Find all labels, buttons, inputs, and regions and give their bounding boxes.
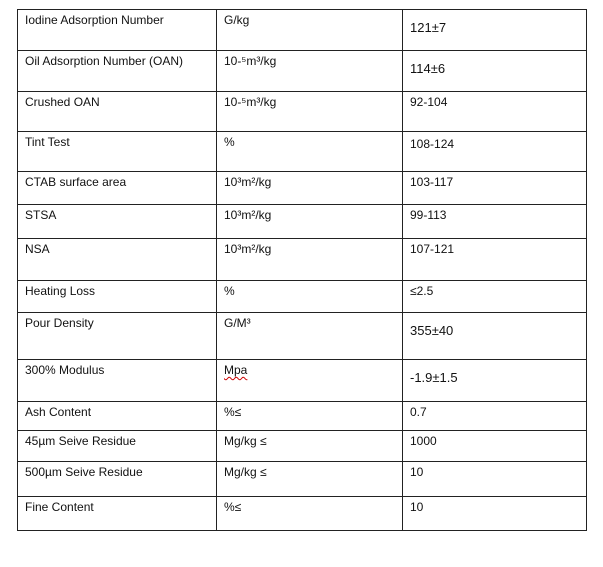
- property-cell: Iodine Adsorption Number: [18, 10, 217, 51]
- value-cell: 92-104: [403, 92, 587, 132]
- table-row: [18, 313, 587, 360]
- unit-cell: 10-⁵m³/kg: [217, 51, 403, 92]
- table-row: [18, 431, 587, 462]
- unit-cell: Mg/kg ≤: [217, 462, 403, 497]
- table-row: [18, 497, 587, 531]
- unit-cell: 10-⁵m³/kg: [217, 92, 403, 132]
- table-row: [18, 10, 587, 51]
- unit-cell: G/kg: [217, 10, 403, 51]
- table-row: [18, 281, 587, 313]
- value-cell: 1000: [403, 431, 587, 462]
- unit-cell: %: [217, 281, 403, 313]
- value-cell: 121±7: [403, 10, 587, 51]
- table-row: [18, 132, 587, 172]
- property-cell: Ash Content: [18, 402, 217, 431]
- unit-cell: G/M³: [217, 313, 403, 360]
- property-cell: Tint Test: [18, 132, 217, 172]
- property-cell: Heating Loss: [18, 281, 217, 313]
- value-cell: 355±40: [403, 313, 587, 360]
- property-cell: CTAB surface area: [18, 172, 217, 205]
- table-row: [18, 402, 587, 431]
- value-cell: ≤2.5: [403, 281, 587, 313]
- unit-cell: [217, 360, 403, 402]
- property-cell: 45µm Seive Residue: [18, 431, 217, 462]
- unit-cell: 10³m²/kg: [217, 205, 403, 239]
- property-cell: 300% Modulus: [18, 360, 217, 402]
- table-row: [18, 92, 587, 132]
- table-row: [18, 360, 587, 402]
- value-cell: 99-113: [403, 205, 587, 239]
- property-cell: NSA: [18, 239, 217, 281]
- table-row: [18, 205, 587, 239]
- unit-cell: 10³m²/kg: [217, 239, 403, 281]
- value-cell: -1.9±1.5: [403, 360, 587, 402]
- table-row: [18, 172, 587, 205]
- table-row: [18, 239, 587, 281]
- value-cell: 107-121: [403, 239, 587, 281]
- value-cell: 0.7: [403, 402, 587, 431]
- property-cell: Fine Content: [18, 497, 217, 531]
- value-cell: 114±6: [403, 51, 587, 92]
- property-cell: Oil Adsorption Number (OAN): [18, 51, 217, 92]
- value-cell: 10: [403, 462, 587, 497]
- property-cell: STSA: [18, 205, 217, 239]
- table-row: [18, 51, 587, 92]
- unit-cell: 10³m²/kg: [217, 172, 403, 205]
- property-cell: Crushed OAN: [18, 92, 217, 132]
- value-cell: 10: [403, 497, 587, 531]
- specification-table: [17, 9, 587, 531]
- table-row: [18, 462, 587, 497]
- unit-cell: %≤: [217, 497, 403, 531]
- unit-cell: Mg/kg ≤: [217, 431, 403, 462]
- value-cell: 103-117: [403, 172, 587, 205]
- unit-cell: %≤: [217, 402, 403, 431]
- unit-text: Mpa: [224, 363, 248, 377]
- value-cell: 108-124: [403, 132, 587, 172]
- unit-cell: %: [217, 132, 403, 172]
- property-cell: 500µm Seive Residue: [18, 462, 217, 497]
- property-cell: Pour Density: [18, 313, 217, 360]
